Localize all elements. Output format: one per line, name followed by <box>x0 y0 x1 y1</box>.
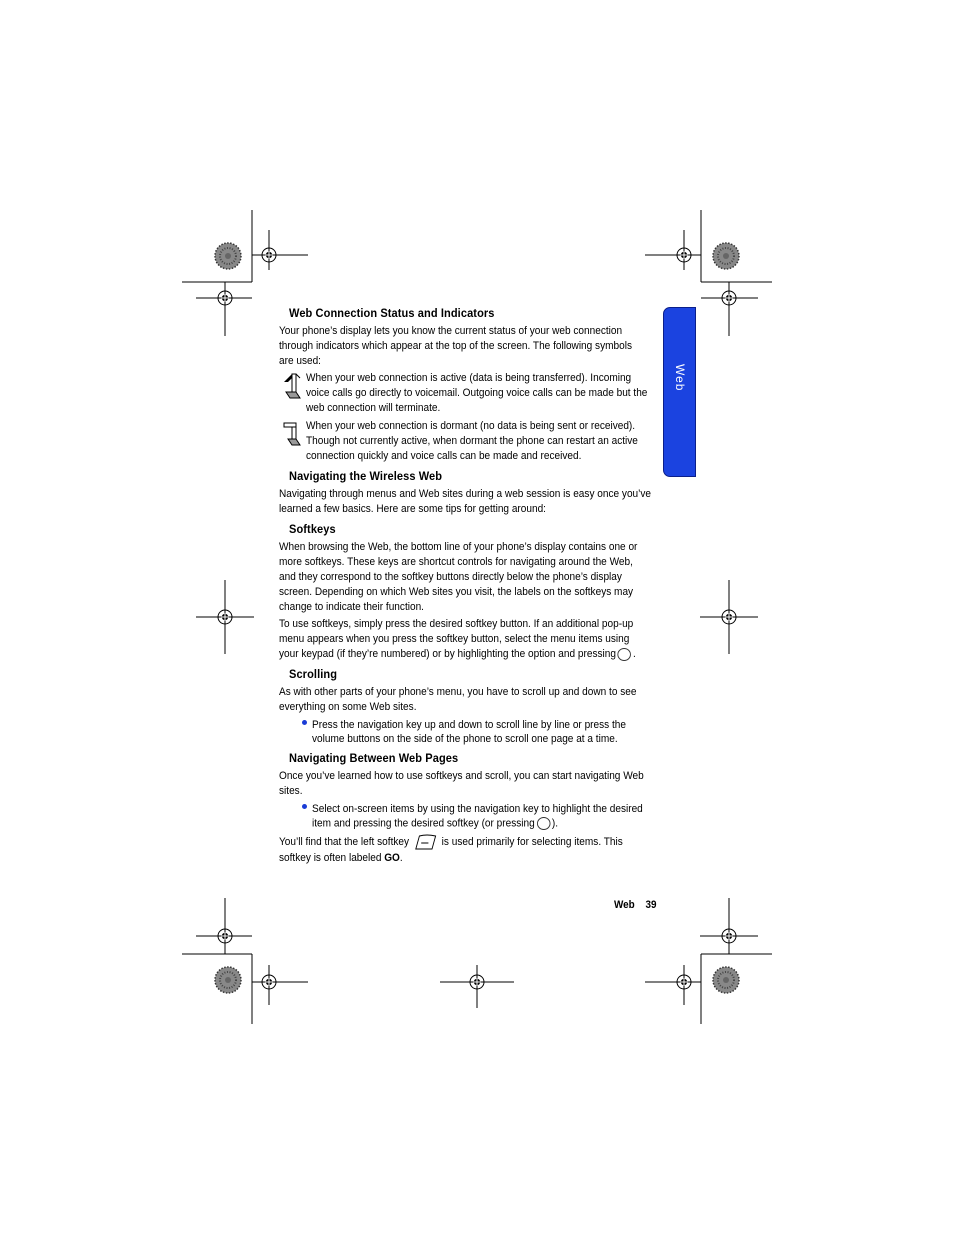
text-line: everything on some Web sites. <box>279 701 417 713</box>
scrolling-bullet <box>312 719 659 746</box>
page-footer <box>614 899 657 911</box>
text-fragment: You’ll find that the left softkey <box>279 835 410 848</box>
page-number: 39 <box>645 899 657 911</box>
text-line: volume buttons on the side of the phone to scroll one page at a time. <box>312 732 618 745</box>
heading-navigating-wireless-web: Navigating the Wireless Web <box>289 469 443 483</box>
bullet-icon <box>302 804 307 809</box>
heading-scrolling: Scrolling <box>289 667 338 681</box>
text-line: more softkeys. These keys are shortcut controls for navigating around the Web, <box>279 556 633 568</box>
between-bullet <box>312 803 659 830</box>
left-softkey-icon <box>414 833 437 851</box>
go-label: GO <box>384 852 400 864</box>
text-line: Your phone’s display lets you know the current status of your web connection <box>279 325 623 337</box>
text-fragment: item and pressing the desired softkey (or pressing <box>312 816 535 829</box>
text-line: Select on-screen items by using the navigation key to highlight the desired <box>312 803 643 815</box>
crop-mark-bottom-center <box>440 965 514 1008</box>
text-line: Though not currently active, when dormant the phone can restart an active <box>306 435 638 447</box>
softkeys-paragraph-2 <box>279 617 659 662</box>
text-line: Press the navigation key up and down to scroll line by line or press the <box>312 719 626 731</box>
text-fragment: ). <box>551 816 559 829</box>
status-intro <box>279 324 659 369</box>
left-softkey-paragraph <box>279 833 659 866</box>
heading-softkeys: Softkeys <box>289 522 336 536</box>
text-line <box>279 833 659 851</box>
between-paragraph <box>279 769 659 799</box>
text-line: through indicators which appear at the top of the screen. The following symbols <box>279 340 632 352</box>
softkeys-paragraph-1 <box>279 540 659 615</box>
active-connection-icon <box>282 372 302 400</box>
text-line: As with other parts of your phone’s menu, you have to scroll up and down to see <box>279 686 637 698</box>
text-line: and they correspond to the softkey buttons directly below the phone’s display <box>279 571 622 583</box>
crop-mark-middle-left <box>196 580 254 654</box>
text-line: When your web connection is dormant (no data is being sent or received). <box>306 420 636 432</box>
text-line: web connection will terminate. <box>306 402 441 414</box>
text-line <box>312 817 659 831</box>
text-line: sites. <box>279 785 303 797</box>
scrolling-paragraph <box>279 685 659 715</box>
text-line <box>279 851 659 866</box>
text-line: menu appears when you press the softkey button, select the menu items using <box>279 633 630 645</box>
navigating-paragraph <box>279 487 659 517</box>
text-line: screen. Depending on which Web sites you visit, the labels on the softkeys may <box>279 586 634 598</box>
crop-mark-bottom-right <box>645 898 772 1024</box>
text-fragment: . <box>399 852 403 864</box>
text-line: are used: <box>279 355 321 367</box>
active-indicator-text <box>306 371 661 416</box>
ok-key-icon <box>537 817 551 830</box>
heading-web-connection-status: Web Connection Status and Indicators <box>289 306 495 320</box>
text-fragment: is used primarily for selecting items. This <box>441 835 623 848</box>
dormant-indicator-text <box>306 419 661 464</box>
text-line: Once you’ve learned how to use softkeys and scroll, you can start navigating Web <box>279 770 644 782</box>
footer-section-label: Web <box>614 899 635 911</box>
bullet-icon <box>302 720 307 725</box>
section-side-tab <box>663 307 696 477</box>
text-line: change to indicate their function. <box>279 601 424 613</box>
text-line: voice calls go directly to voicemail. Outgoing voice calls can be made but the <box>306 387 648 399</box>
text-fragment: . <box>633 648 636 660</box>
text-line <box>279 647 659 662</box>
dormant-connection-icon <box>282 420 302 446</box>
text-line: connection quickly and voice calls can be made and received. <box>306 450 582 462</box>
text-fragment: your keypad (if they’re numbered) or by highlighting the option and pressing <box>279 648 616 660</box>
text-line: When browsing the Web, the bottom line of your phone’s display contains one or <box>279 541 638 553</box>
text-line: To use softkeys, simply press the desired softkey button. If an additional pop-up <box>279 618 634 630</box>
crop-mark-middle-right <box>700 580 758 654</box>
text-line: learned a few basics. Here are some tips for getting around: <box>279 503 546 515</box>
text-line: Navigating through menus and Web sites during a web session is easy once you’ve <box>279 488 652 500</box>
ok-key-icon <box>618 648 632 661</box>
side-tab-label: Web <box>673 364 687 392</box>
text-line: When your web connection is active (data is being transferred). Incoming <box>306 372 632 384</box>
text-fragment: softkey is often labeled <box>279 852 382 864</box>
heading-navigating-between-pages: Navigating Between Web Pages <box>289 751 459 765</box>
crop-mark-bottom-left <box>182 898 308 1024</box>
